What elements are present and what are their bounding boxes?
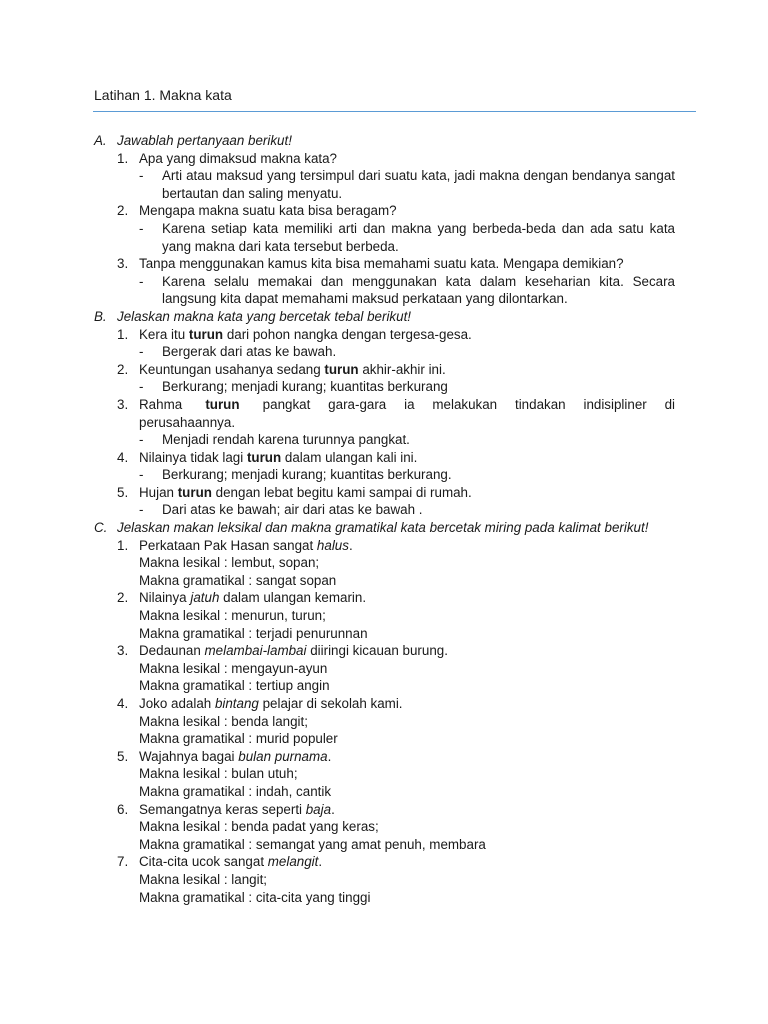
sentence-pre: Perkataan Pak Hasan sangat bbox=[139, 537, 317, 553]
item-content bbox=[139, 853, 675, 906]
dash-bullet: - bbox=[139, 273, 144, 289]
bold-word: turun bbox=[246, 449, 282, 465]
italic-word: bulan purnama bbox=[238, 748, 328, 764]
answer bbox=[139, 167, 675, 202]
list-item bbox=[117, 484, 675, 502]
item-number: 2. bbox=[117, 590, 129, 606]
item-number: 1. bbox=[117, 537, 129, 553]
item-number: 5. bbox=[117, 748, 129, 764]
bold-word: turun bbox=[177, 484, 212, 500]
item-number: 1. bbox=[117, 326, 129, 342]
sentence-pre: Nilainya bbox=[139, 590, 191, 606]
question-text: Apa yang dimaksud makna kata? bbox=[139, 150, 338, 166]
answer-text: Arti atau maksud yang tersimpul dari suatu kata, jadi makna dengan bendanya sangat bertautan dan saling menyatu. bbox=[162, 168, 675, 201]
list-item bbox=[117, 396, 675, 431]
item-number: 3. bbox=[117, 396, 129, 412]
grammatical-meaning: Makna gramatikal : indah, cantik bbox=[139, 783, 332, 799]
section-heading-text: Jelaskan makna kata yang bercetak tebal berikut! bbox=[117, 308, 412, 324]
document-body bbox=[94, 132, 675, 906]
sentence-post: diiringi kicauan burung. bbox=[306, 643, 448, 659]
sentence bbox=[139, 642, 675, 660]
list-item bbox=[117, 326, 675, 344]
section-a-heading bbox=[94, 132, 675, 150]
answer-text: Menjadi rendah karena turunnya pangkat. bbox=[162, 432, 410, 448]
lexical-meaning: Makna lesikal : menurun, turun; bbox=[139, 608, 326, 624]
sentence-post: dalam ulangan kemarin. bbox=[219, 590, 367, 606]
grammatical-meaning: Makna gramatikal : sangat sopan bbox=[139, 572, 337, 588]
item-content bbox=[139, 589, 675, 642]
dash-bullet: - bbox=[139, 502, 144, 518]
sentence-pre: Nilainya tidak lagi bbox=[139, 449, 247, 465]
answer-text: Bergerak dari atas ke bawah. bbox=[162, 344, 337, 360]
sentence-pre: Wajahnya bagai bbox=[139, 748, 239, 764]
answer bbox=[139, 220, 675, 255]
dash-bullet: - bbox=[139, 168, 144, 184]
dash-bullet: - bbox=[139, 344, 144, 360]
italic-word: baja bbox=[305, 801, 332, 817]
list-item bbox=[117, 695, 675, 748]
item-number: 6. bbox=[117, 801, 129, 817]
section-heading-text: Jawablah pertanyaan berikut! bbox=[117, 133, 292, 148]
item-content bbox=[139, 748, 675, 801]
answer bbox=[139, 431, 675, 449]
item-content bbox=[139, 801, 675, 854]
dash-bullet: - bbox=[139, 432, 144, 448]
list-item bbox=[117, 255, 675, 273]
grammatical-meaning: Makna gramatikal : semangat yang amat penuh, membara bbox=[139, 836, 486, 852]
sentence bbox=[139, 589, 675, 607]
question-text: Tanpa menggunakan kamus kita bisa memahami suatu kata. Mengapa demikian? bbox=[139, 256, 624, 272]
list-item bbox=[117, 150, 675, 168]
list-item bbox=[117, 449, 675, 467]
dash-bullet: - bbox=[139, 220, 144, 236]
sentence bbox=[139, 695, 675, 713]
sentence-pre: Cita-cita ucok sangat bbox=[139, 854, 268, 870]
sentence-pre: Semangatnya keras seperti bbox=[139, 801, 306, 817]
sentence-pre: Joko adalah bbox=[139, 696, 215, 711]
sentence-pre: Keuntungan usahanya sedang bbox=[139, 361, 325, 377]
item-number: 2. bbox=[117, 203, 129, 219]
sentence bbox=[139, 853, 675, 871]
answer-text: Berkurang; menjadi kurang; kuantitas berkurang. bbox=[162, 467, 452, 483]
sentence-pre: Kera itu bbox=[139, 326, 189, 342]
sentence-post: . bbox=[348, 537, 353, 553]
item-number: 4. bbox=[117, 449, 129, 465]
title-divider bbox=[93, 111, 696, 112]
lexical-meaning: Makna lesikal : benda padat yang keras; bbox=[139, 819, 379, 835]
list-item bbox=[117, 589, 675, 642]
grammatical-meaning: Makna gramatikal : tertiup angin bbox=[139, 678, 330, 694]
sentence-post: . bbox=[318, 854, 323, 870]
section-letter: B. bbox=[94, 308, 107, 324]
sentence bbox=[139, 449, 675, 467]
answer-text: Dari atas ke bawah; air dari atas ke bawah . bbox=[162, 502, 423, 518]
sentence-post: pangkat gara-gara ia melakukan tindakan indisipliner di perusahaannya. bbox=[139, 396, 676, 430]
item-content bbox=[139, 537, 675, 590]
grammatical-meaning: Makna gramatikal : cita-cita yang tinggi bbox=[139, 889, 371, 905]
item-number: 5. bbox=[117, 484, 129, 500]
answer bbox=[139, 501, 675, 519]
section-c bbox=[94, 519, 675, 906]
sentence-post: . bbox=[331, 801, 335, 817]
sentence bbox=[139, 396, 675, 431]
document-title: Latihan 1. Makna kata bbox=[94, 87, 232, 103]
section-b bbox=[94, 308, 675, 519]
sentence-pre: Rahma bbox=[139, 396, 183, 412]
answer-text: Karena selalu memakai dan menggunakan kata dalam keseharian kita. Secara langsung kita dapat memahami maksud perkataan yang dilontarkan. bbox=[162, 273, 675, 307]
lexical-meaning: Makna lesikal : benda langit; bbox=[139, 713, 308, 729]
sentence bbox=[139, 361, 675, 379]
sentence-post: dari pohon nangka dengan tergesa-gesa. bbox=[223, 326, 472, 342]
sentence bbox=[139, 484, 675, 502]
item-number: 7. bbox=[117, 854, 129, 870]
italic-word: halus bbox=[316, 537, 349, 553]
list-item bbox=[117, 801, 675, 854]
item-number: 1. bbox=[117, 150, 129, 166]
sentence bbox=[139, 537, 675, 555]
section-letter: A. bbox=[94, 133, 107, 148]
answer-text: Karena setiap kata memiliki arti dan makna yang berbeda-beda dan ada satu kata yang makna dari kata tersebut berbeda. bbox=[162, 220, 675, 254]
answer bbox=[139, 343, 675, 361]
item-number: 2. bbox=[117, 361, 129, 377]
answer bbox=[139, 466, 675, 484]
italic-word: melangit bbox=[267, 854, 319, 870]
item-number: 4. bbox=[117, 696, 129, 711]
sentence-pre: Dedaunan bbox=[139, 643, 205, 659]
sentence-pre: Hujan bbox=[139, 484, 178, 500]
item-content bbox=[139, 695, 675, 748]
sentence-post: dalam ulangan kali ini. bbox=[281, 449, 418, 465]
italic-word: bintang bbox=[214, 696, 259, 711]
grammatical-meaning: Makna gramatikal : murid populer bbox=[139, 731, 338, 747]
sentence bbox=[139, 326, 675, 344]
list-item bbox=[117, 853, 675, 906]
item-content bbox=[139, 642, 675, 695]
sentence-post: pelajar di sekolah kami. bbox=[258, 696, 403, 711]
dash-bullet: - bbox=[139, 467, 144, 483]
section-b-heading bbox=[94, 308, 675, 326]
bold-word: turun bbox=[188, 326, 224, 342]
lexical-meaning: Makna lesikal : lembut, sopan; bbox=[139, 555, 320, 571]
italic-word: jatuh bbox=[190, 590, 220, 606]
sentence-post: akhir-akhir ini. bbox=[358, 361, 446, 377]
list-item bbox=[117, 537, 675, 590]
question-text: Mengapa makna suatu kata bisa beragam? bbox=[139, 203, 397, 219]
grammatical-meaning: Makna gramatikal : terjadi penurunnan bbox=[139, 625, 368, 641]
list-item bbox=[117, 748, 675, 801]
sentence-post: dengan lebat begitu kami sampai di rumah. bbox=[211, 484, 472, 500]
answer-text: Berkurang; menjadi kurang; kuantitas berkurang bbox=[162, 379, 448, 395]
item-number: 3. bbox=[117, 643, 129, 659]
list-item bbox=[117, 361, 675, 379]
sentence-post: . bbox=[327, 748, 332, 764]
italic-word: melambai-lambai bbox=[204, 643, 307, 659]
lexical-meaning: Makna lesikal : bulan utuh; bbox=[139, 766, 298, 782]
answer bbox=[139, 273, 675, 308]
sentence bbox=[139, 801, 675, 819]
lexical-meaning: Makna lesikal : langit; bbox=[139, 871, 268, 887]
section-a bbox=[94, 132, 675, 308]
bold-word: turun bbox=[324, 361, 359, 377]
lexical-meaning: Makna lesikal : mengayun-ayun bbox=[139, 660, 328, 676]
section-heading-text: Jelaskan makan leksikal dan makna gramatikal kata bercetak miring pada kalimat berikut! bbox=[117, 520, 649, 536]
dash-bullet: - bbox=[139, 379, 144, 395]
sentence bbox=[139, 748, 675, 766]
list-item bbox=[117, 642, 675, 695]
item-number: 3. bbox=[117, 256, 129, 272]
answer bbox=[139, 378, 675, 396]
section-letter: C. bbox=[94, 520, 108, 536]
list-item bbox=[117, 202, 675, 220]
section-c-heading bbox=[94, 519, 675, 537]
bold-word: turun bbox=[205, 396, 240, 412]
